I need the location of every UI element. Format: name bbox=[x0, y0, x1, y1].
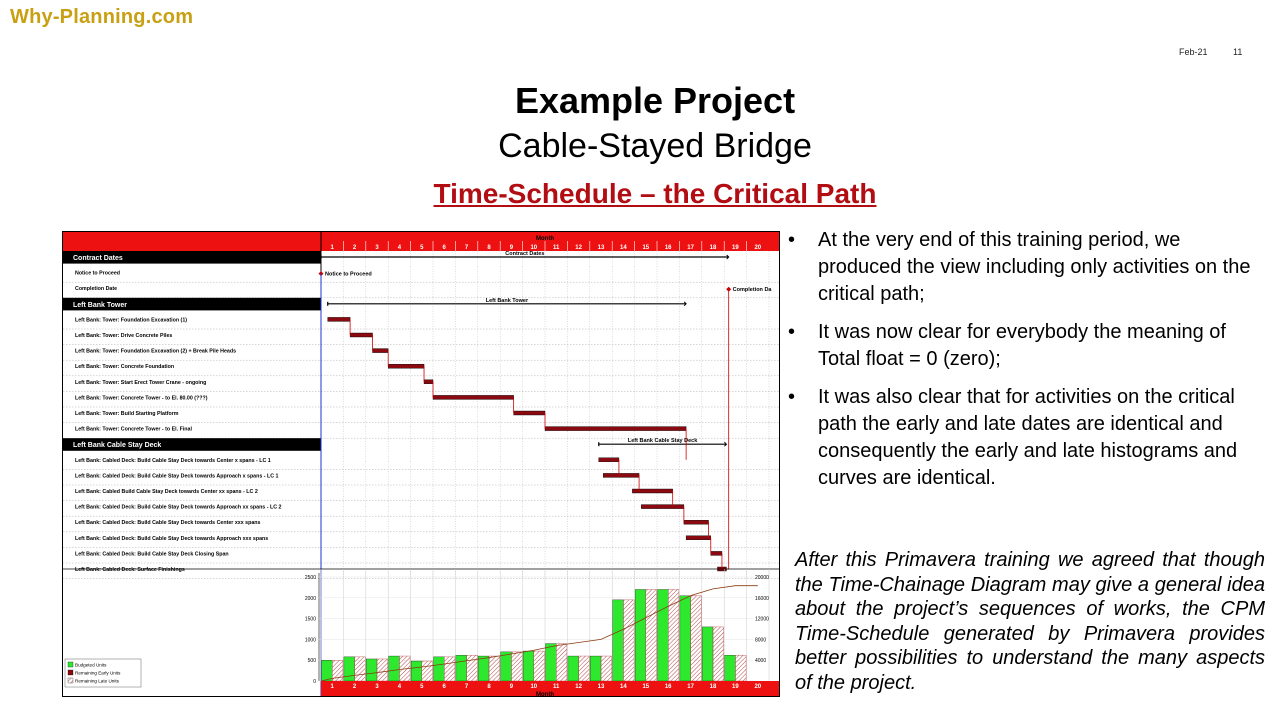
footer-month-tick: 9 bbox=[509, 684, 514, 690]
legend-swatch bbox=[68, 670, 73, 675]
histogram-bar-early bbox=[568, 656, 579, 681]
group-label: Contract Dates bbox=[73, 255, 123, 262]
bullet-item: • It was now clear for everybody the meaning of Total float = 0 (zero); bbox=[786, 319, 1266, 373]
footer-month-tick: 15 bbox=[642, 684, 650, 690]
summary-label: Left Bank Cable Stay Deck bbox=[627, 438, 698, 445]
footer-month-tick: 5 bbox=[420, 684, 424, 690]
activity-label: Left Bank: Tower: Drive Concrete Piles bbox=[75, 333, 173, 339]
histogram-bar-late bbox=[355, 657, 366, 681]
activity-bar bbox=[641, 505, 684, 509]
month-tick-label: 6 bbox=[442, 245, 446, 251]
bullet-list bbox=[786, 227, 1266, 503]
month-tick-label: 13 bbox=[597, 245, 605, 251]
activity-label: Left Bank: Cabled Deck: Surface Finishings bbox=[75, 567, 185, 573]
activity-bar bbox=[514, 411, 545, 415]
histogram-bar-early bbox=[411, 661, 422, 681]
milestone-label: Notice to Proceed bbox=[325, 271, 372, 278]
histogram-bar-late bbox=[489, 656, 500, 681]
histogram-bar-late bbox=[735, 655, 746, 681]
histogram-bar-late bbox=[377, 659, 388, 681]
month-tick-label: 5 bbox=[420, 245, 424, 251]
activity-label: Left Bank: Tower: Concrete Tower - to El. Final bbox=[75, 426, 192, 433]
month-tick-label: 9 bbox=[509, 245, 514, 251]
activity-bar bbox=[686, 536, 711, 540]
gantt-chart-svg bbox=[63, 232, 780, 697]
histogram-bar-late bbox=[534, 651, 545, 681]
histogram-bar-early bbox=[702, 627, 713, 681]
month-tick-label: 7 bbox=[464, 245, 469, 251]
activity-bar bbox=[433, 395, 514, 399]
activity-label: Left Bank: Cabled Build Cable Stay Deck towards Center xx spans - LC 2 bbox=[75, 489, 258, 495]
brand-logo-text: Why-Planning.com bbox=[10, 6, 194, 28]
activity-bar bbox=[350, 333, 372, 337]
month-tick-label: 16 bbox=[664, 245, 672, 251]
legend-swatch bbox=[68, 662, 73, 667]
summary-label: Contract Dates bbox=[505, 251, 545, 257]
footer-month-tick: 7 bbox=[464, 684, 469, 690]
footer-month-tick: 10 bbox=[530, 684, 538, 690]
activity-label: Left Bank: Tower: Foundation Excavation (1) bbox=[75, 317, 188, 324]
histogram-bar-late bbox=[556, 644, 567, 681]
month-tick-label: 8 bbox=[487, 245, 491, 251]
month-tick-label: 20 bbox=[754, 245, 762, 251]
histogram-bar-late bbox=[422, 661, 433, 681]
activity-bar bbox=[684, 520, 709, 524]
slide-subtitle: Cable-Stayed Bridge bbox=[498, 127, 812, 165]
histogram-bar-early bbox=[590, 656, 601, 681]
histogram-bar-late bbox=[691, 596, 702, 681]
activity-label: Left Bank: Cabled Deck: Build Cable Stay Deck towards Center xxx spans bbox=[75, 520, 261, 527]
month-tick-label: 10 bbox=[530, 245, 538, 251]
month-tick-label: 1 bbox=[330, 245, 334, 251]
histogram-bar-early bbox=[322, 660, 333, 681]
histogram-bar-late bbox=[601, 656, 612, 681]
right-axis-tick: 8000 bbox=[755, 637, 767, 644]
legend-label: Budgeted Units bbox=[75, 662, 107, 668]
left-axis-tick: 0 bbox=[313, 679, 316, 685]
footer-month-tick: 8 bbox=[487, 684, 491, 690]
histogram-bar-early bbox=[613, 600, 624, 681]
milestone-label: Completion Da bbox=[732, 287, 772, 294]
slide-date: Feb-21 bbox=[1179, 47, 1208, 57]
right-axis-tick: 12000 bbox=[755, 616, 769, 623]
group-label: Left Bank Tower bbox=[73, 301, 127, 309]
month-tick-label: 2 bbox=[352, 245, 357, 251]
footer-month-tick: 20 bbox=[754, 684, 762, 690]
right-axis-tick: 20000 bbox=[755, 575, 769, 581]
footer-month-tick: 11 bbox=[553, 684, 560, 690]
footer-month-tick: 19 bbox=[732, 684, 739, 690]
timescale-label: Month bbox=[536, 236, 554, 242]
histogram-bar-early bbox=[546, 644, 557, 681]
group-label: Left Bank Cable Stay Deck bbox=[73, 442, 162, 450]
histogram-bar-late bbox=[579, 656, 590, 681]
activity-label: Left Bank: Cabled Deck: Build Cable Stay Deck towards Approach xx spans - LC 2 bbox=[75, 504, 282, 511]
gantt-chart-screenshot bbox=[62, 231, 780, 697]
month-tick-label: 3 bbox=[375, 245, 379, 251]
histogram-bar-late bbox=[623, 600, 634, 681]
footer-month-tick: 12 bbox=[575, 684, 582, 690]
activity-label: Left Bank: Tower: Concrete Foundation bbox=[75, 364, 175, 371]
histogram-bar-early bbox=[434, 657, 445, 681]
legend-swatch bbox=[68, 678, 73, 683]
month-tick-label: 19 bbox=[732, 245, 739, 251]
month-tick-label: 11 bbox=[553, 245, 560, 251]
footer-month-tick: 3 bbox=[375, 684, 379, 690]
histogram-bar-early bbox=[389, 656, 400, 681]
footer-timescale-label: Month bbox=[536, 692, 554, 697]
histogram-bar-early bbox=[523, 651, 534, 681]
summary-label: Left Bank Tower bbox=[485, 297, 529, 304]
left-axis-tick: 1500 bbox=[304, 616, 316, 623]
activity-label: Left Bank: Cabled Deck: Build Cable Stay Deck towards Approach x spans - LC 1 bbox=[75, 473, 279, 480]
left-axis-tick: 500 bbox=[307, 658, 316, 665]
right-axis-tick: 4000 bbox=[755, 658, 767, 665]
histogram-bar-early bbox=[725, 655, 736, 681]
activity-bar bbox=[388, 364, 424, 368]
activity-bar bbox=[424, 380, 433, 384]
bullet-item: • It was also clear that for activities on the critical path the early and late dates are identical and consequently the early and late histograms and curves are identical. bbox=[786, 384, 1266, 492]
activity-label: Notice to Proceed bbox=[75, 270, 121, 277]
left-axis-tick: 1000 bbox=[304, 637, 316, 644]
activity-bar bbox=[328, 317, 350, 321]
activity-bar bbox=[632, 489, 672, 493]
histogram-bar-early bbox=[680, 596, 691, 681]
histogram-bar-late bbox=[646, 589, 657, 681]
activity-label: Left Bank: Tower: Start Erect Tower Crane - ongoing bbox=[75, 379, 207, 386]
histogram-bar-early bbox=[501, 652, 512, 681]
activity-label: Left Bank: Cabled Deck: Build Cable Stay Deck towards Approach xxx spans bbox=[75, 535, 269, 542]
legend-label: Remaining Late Units bbox=[75, 678, 119, 684]
month-tick-label: 4 bbox=[397, 245, 402, 251]
footer-month-tick: 16 bbox=[664, 684, 672, 690]
footer-month-tick: 17 bbox=[687, 684, 694, 690]
footer-month-tick: 6 bbox=[442, 684, 446, 690]
right-axis-tick: 16000 bbox=[755, 595, 769, 602]
histogram-bar-early bbox=[344, 657, 355, 681]
footer-month-tick: 4 bbox=[397, 684, 402, 690]
activity-label: Left Bank: Cabled Deck: Build Cable Stay Deck Closing Span bbox=[75, 551, 229, 558]
activity-label: Left Bank: Cabled Deck: Build Cable Stay Deck towards Center x spans - LC 1 bbox=[75, 457, 271, 464]
histogram-bar-late bbox=[444, 657, 455, 681]
histogram-bar-late bbox=[467, 655, 478, 681]
left-axis-tick: 2500 bbox=[304, 575, 316, 581]
month-tick-label: 14 bbox=[620, 245, 627, 251]
footer-month-tick: 14 bbox=[620, 684, 627, 690]
activity-bar bbox=[711, 551, 722, 555]
histogram-bar-late bbox=[511, 652, 522, 681]
histogram-bar-early bbox=[456, 655, 467, 681]
conclusion-note: After this Primavera training we agreed that though the Time-Chainage Diagram may give a general idea about the project’s sequences of works, the CPM Time-Schedule generated by Primavera provides better possibilities to understand the many aspects of the project. bbox=[795, 549, 1265, 694]
slide-page-number: 11 bbox=[1233, 47, 1243, 57]
footer-month-tick: 2 bbox=[352, 684, 357, 690]
activity-bar bbox=[603, 473, 639, 477]
activity-label: Completion Date bbox=[75, 286, 118, 293]
legend-label: Remaining Early Units bbox=[75, 670, 121, 676]
section-heading: Time-Schedule – the Critical Path bbox=[433, 178, 877, 209]
month-tick-label: 12 bbox=[575, 245, 582, 251]
activity-bar bbox=[599, 458, 619, 462]
slide-title: Example Project bbox=[514, 80, 796, 121]
activity-label: Left Bank: Tower: Build Starting Platform bbox=[75, 411, 179, 417]
histogram-bar-late bbox=[668, 589, 679, 681]
footer-month-tick: 1 bbox=[330, 684, 334, 690]
activity-bar bbox=[373, 349, 389, 353]
month-tick-label: 15 bbox=[642, 245, 650, 251]
histogram-bar-early bbox=[478, 656, 489, 681]
critical-link bbox=[726, 289, 728, 569]
month-tick-label: 18 bbox=[709, 245, 717, 251]
bullet-item: • At the very end of this training period, we produced the view including only activities on the critical path; bbox=[786, 227, 1266, 308]
footer-month-tick: 13 bbox=[597, 684, 605, 690]
activity-bar bbox=[545, 427, 686, 431]
footer-month-tick: 18 bbox=[709, 684, 717, 690]
histogram-bar-early bbox=[635, 589, 646, 681]
month-tick-label: 17 bbox=[687, 245, 694, 251]
histogram-bar-early bbox=[658, 589, 669, 681]
histogram-bar-late bbox=[713, 627, 724, 681]
left-axis-tick: 2000 bbox=[304, 595, 316, 602]
activity-label: Left Bank: Tower: Foundation Excavation (2) + Break Pile Heads bbox=[75, 348, 237, 355]
histogram-bar-early bbox=[366, 659, 377, 681]
activity-label: Left Bank: Tower: Concrete Tower - to El. 80.00 (???) bbox=[75, 395, 208, 402]
